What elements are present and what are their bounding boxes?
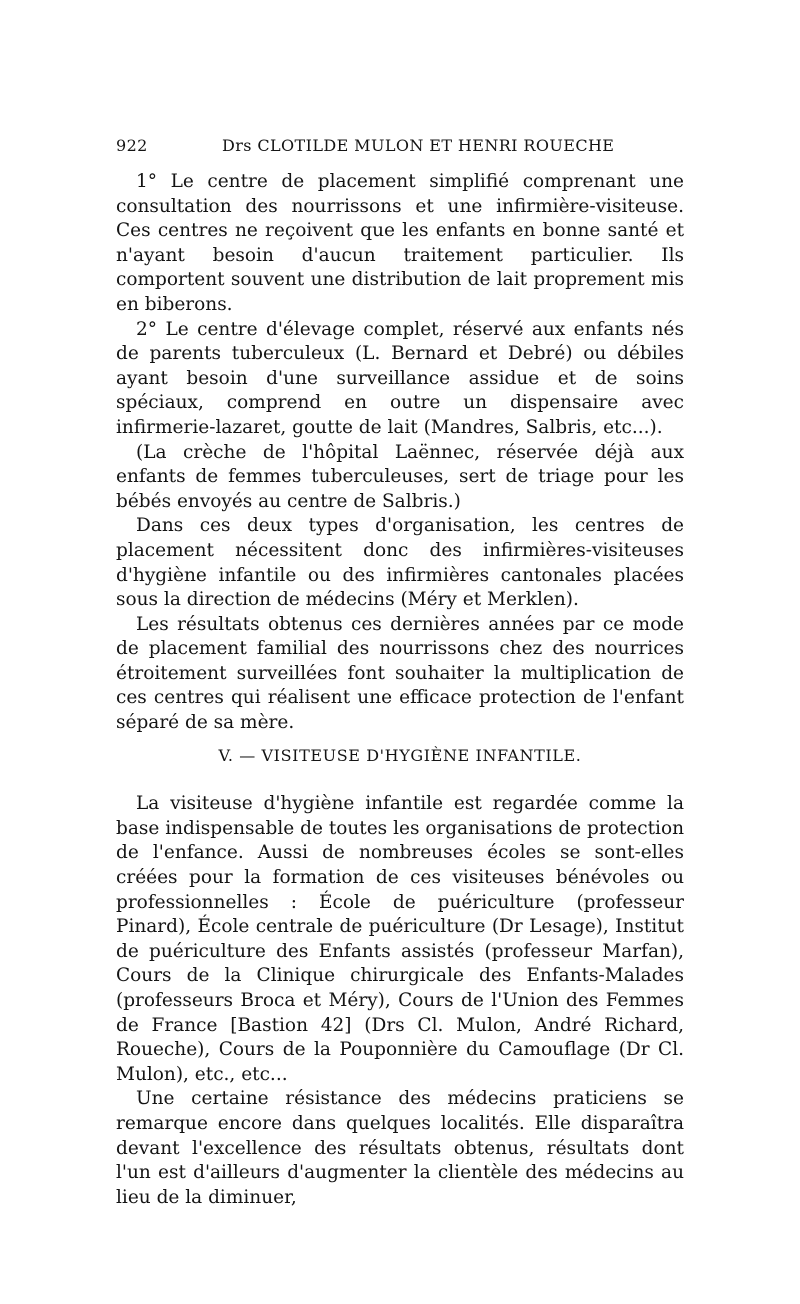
page-number: 922 xyxy=(116,136,148,155)
paragraph-resultats: Les résultats obtenus ces dernières années par ce mode de placement familial des nourrissons chez des nourrices étroitement surveillées font souhaiter la multiplication de ces centres qui réalisent une efficace protection de l'enfant séparé de sa mère. xyxy=(116,613,684,734)
paragraph-centre-elevage: 2° Le centre d'élevage complet, réservé aux enfants nés de parents tuberculeux (L. Bernard et Debré) ou débiles ayant besoin d'une surveillance assidue et de soins spéciaux, comprend en outre un dispensaire avec infirmerie-lazaret, goutte de lait (Mandres, Salbris, etc...). xyxy=(116,318,684,438)
page-body xyxy=(116,170,684,1210)
paragraph-creche-laennec: (La crèche de l'hôpital Laënnec, réservée déjà aux enfants de femmes tuberculeuses, sert de triage pour les bébés envoyés au centre de Salbris.) xyxy=(116,441,684,512)
paragraph-visiteuse: La visiteuse d'hygiène infantile est regardée comme la base indispensable de toutes les organisations de protection de l'enfance. Aussi de nombreuses écoles se sont-elles créées pour la formation de ces visiteuses bénévoles ou professionnelles : École de puériculture (professeur Pinard), École centrale de puériculture (Dr Lesage), Institut de puériculture des Enfants assistés (professeur Marfan), Cours de la Clinique chirurgicale des Enfants-Malades (professeurs Broca et Méry), Cours de l'Union des Femmes de France [Bastion 42] (Drs Cl. Mulon, André Richard, Roueche), Cours de la Pouponnière du Camouflage (Dr Cl. Mulon), etc., etc... xyxy=(116,793,684,1085)
section-heading: V. — VISITEUSE D'HYGIÈNE INFANTILE. xyxy=(218,745,582,765)
paragraph-organisation: Dans ces deux types d'organisation, les centres de placement nécessitent donc des infirmières-visiteuses d'hygiène infantile ou des infirmières cantonales placées sous la direction de médecins (Méry et Merklen). xyxy=(116,515,684,611)
paragraph-resistance: Une certaine résistance des médecins praticiens se remarque encore dans quelques localités. Elle disparaîtra devant l'excellence des résultats obtenus, résultats dont l'un est d'ailleurs d'augmenter la clientèle des médecins au lieu de la diminuer, xyxy=(116,1088,684,1208)
running-title: Drs CLOTILDE MULON ET HENRI ROUECHE xyxy=(222,136,615,155)
paragraph-centre-simplifie: 1° Le centre de placement simplifié comprenant une consultation des nourrissons et une infirmière-visiteuse. Ces centres ne reçoivent que les enfants en bonne santé et n'ayant besoin d'aucun traitement particulier. Ils comportent souvent une distribution de lait proprement mis en biberons. xyxy=(116,171,684,315)
page-header xyxy=(116,136,684,160)
